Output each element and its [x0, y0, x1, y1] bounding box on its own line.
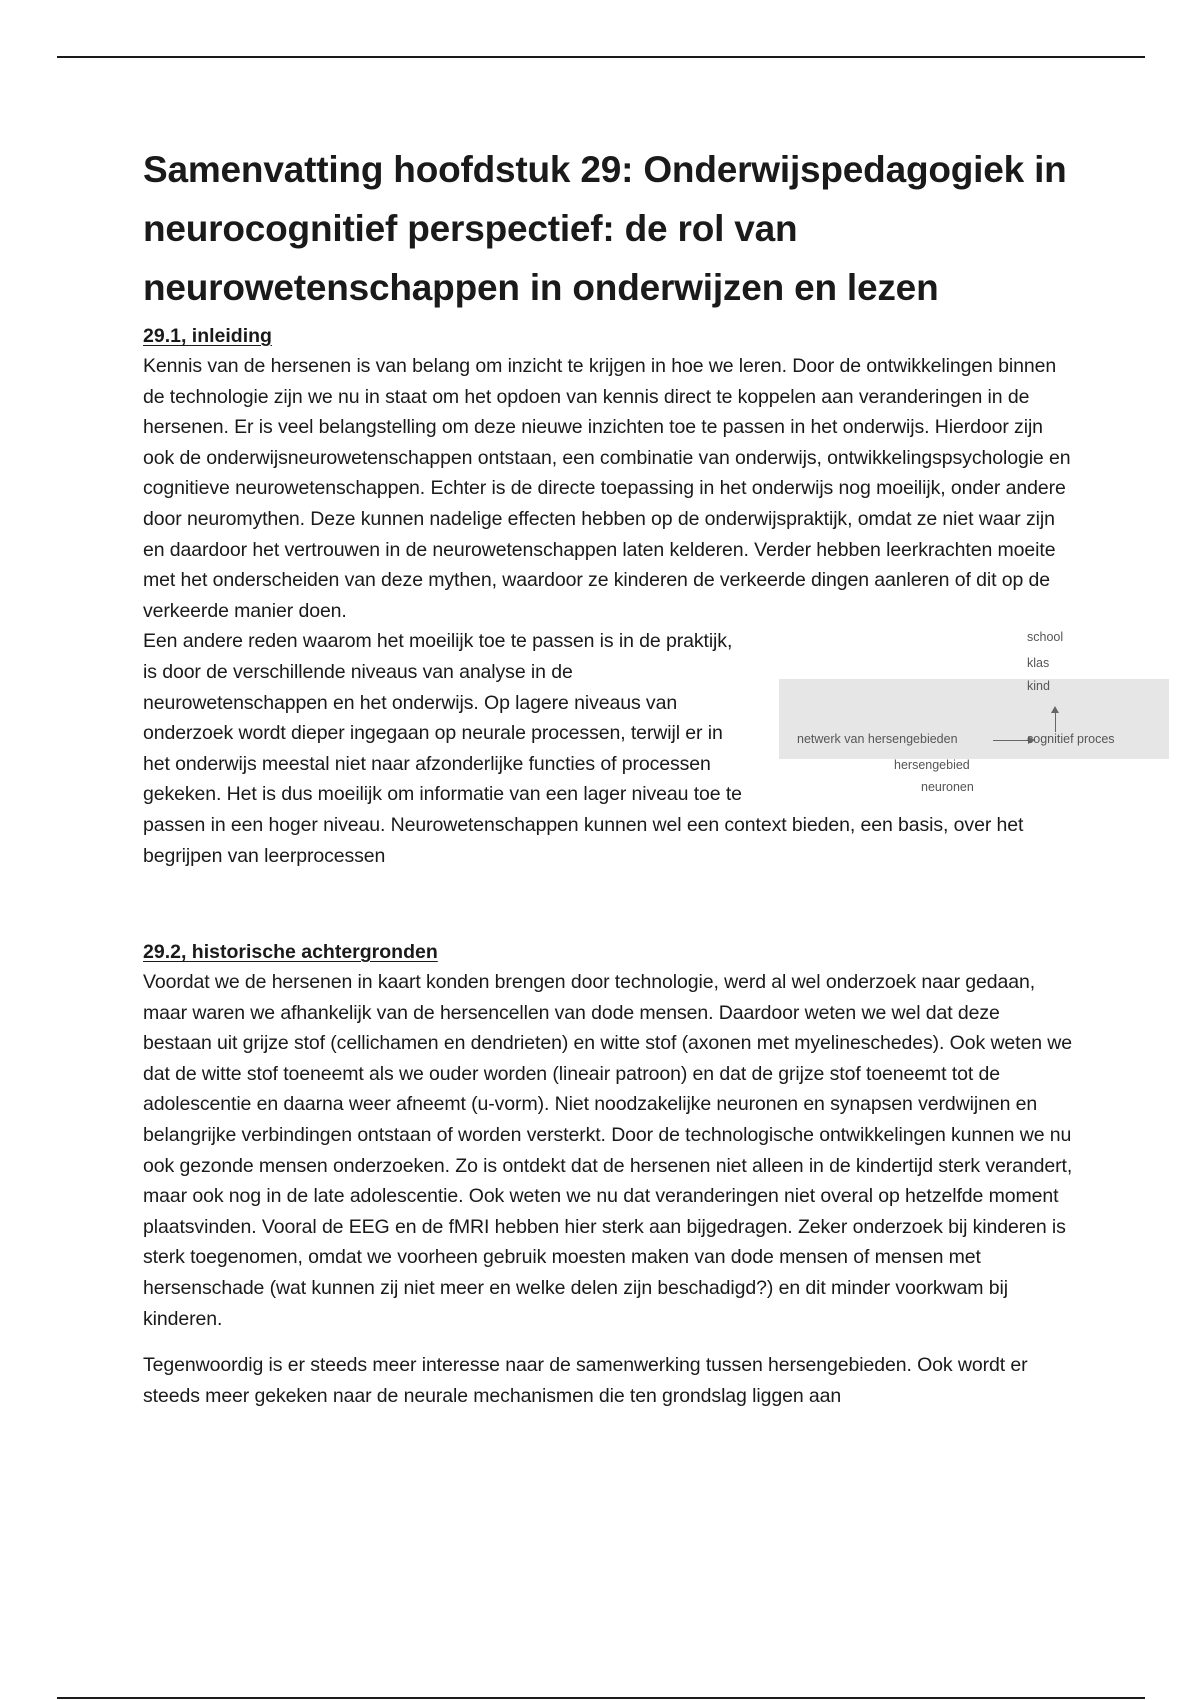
- section-inleiding: [143, 321, 1115, 871]
- diagram-label-hersengebied: hersengebied: [894, 758, 970, 773]
- section-heading-inleiding: 29.1, inleiding: [143, 325, 272, 347]
- diagram-label-cognitief-proces: cognitief proces: [1027, 732, 1115, 747]
- paragraph: Voordat we de hersenen in kaart konden brengen door technologie, werd al wel onderzoek naar gedaan, maar waren we afhankelijk van de hersencellen van dode mensen. Daardoor weten we wel dat deze bestaan uit grijze stof (cellichamen en dendrieten) en witte stof (axonen met myelineschedes). Ook weten we dat de witte stof toeneemt als we ouder worden (lineair patroon) en dat de grijze stof toeneemt tot de adolescentie en daarna weer afneemt (u-vorm). Niet noodzakelijke neuronen en synapsen verdwijnen en belangrijke verbindingen ontstaan of worden versterkt. Door de technologische ontwikkelingen kunnen we nu ook gezonde mensen onderzoeken. Zo is ontdekt dat de hersenen niet alleen in de kindertijd sterk verandert, maar ook nog in de late adolescentie. Ook weten we nu dat veranderingen niet overal op hetzelfde moment plaatsvinden. Vooral de EEG en de fMRI hebben hier sterk aan bijgedragen. Zeker onderzoek bij kinderen is sterk toegenomen, omdat we voorheen gebruik moesten maken van dode mensen of mensen met hersenschade (wat kunnen zij niet meer en welke delen zijn beschadigd?) en dit minder voorkwam bij kinderen.: [143, 971, 1073, 1330]
- arrow-right-icon: [993, 740, 1029, 741]
- document-title: Samenvatting hoofdstuk 29: Onderwijspedagogiek in neurocognitief perspectief: de rol van neurowetenschappen in onderwijzen en lezen: [143, 149, 1067, 308]
- diagram-label-kind: kind: [1027, 679, 1050, 694]
- diagram-label-netwerk: netwerk van hersengebieden: [797, 732, 958, 747]
- footer-rule: [57, 1697, 1145, 1699]
- levels-of-analysis-diagram: [779, 630, 1169, 795]
- arrow-up-icon: [1055, 712, 1056, 732]
- paragraph: Een andere reden waarom het moeilijk toe te passen is in de praktijk, is door de verschillende niveaus van analyse in de neurowetenschappen en het onderwijs. Op lagere niveaus van onderzoek wordt dieper ingegaan op neurale processen, terwijl er in het onderwijs meestal niet naar afzonderlijke functies of processen gekeken. Het is dus moeilijk om informatie van een lager niveau toe te passen in een hoger niveau. Neurowetenschappen kunnen wel een context bieden, een basis, over het begrijpen van leerprocessen: [143, 630, 1024, 867]
- diagram-label-neuronen: neuronen: [921, 780, 974, 795]
- header-rule: [57, 56, 1145, 58]
- diagram-band: [779, 679, 1169, 759]
- diagram-label-klas: klas: [1027, 656, 1050, 671]
- document-body: [143, 140, 1115, 1411]
- paragraph: Tegenwoordig is er steeds meer interesse naar de samenwerking tussen hersengebieden. Ook wordt er steeds meer gekeken naar de neurale mechanismen die ten grondslag liggen aan: [143, 1354, 1028, 1407]
- paragraph: Kennis van de hersenen is van belang om inzicht te krijgen in hoe we leren. Door de ontwikkelingen binnen de technologie zijn we nu in staat om het opdoen van kennis direct te koppelen aan veranderingen in de hersenen. Er is veel belangstelling om deze nieuwe inzichten toe te passen in het onderwijs. Hierdoor zijn ook de onderwijsneurowetenschappen ontstaan, een combinatie van onderwijs, ontwikkelingspsychologie en cognitieve neurowetenschappen. Echter is de directe toepassing in het onderwijs nog moeilijk, onder andere door neuromythen. Deze kunnen nadelige effecten hebben op de onderwijspraktijk, omdat ze niet waar zijn en daardoor het vertrouwen in de neurowetenschappen laten kelderen. Verder hebben leerkrachten moeite met het onderscheiden van deze mythen, waardoor ze kinderen de verkeerde dingen aanleren of dit op de verkeerde manier doen.: [143, 355, 1071, 622]
- diagram-label-school: school: [1027, 630, 1064, 645]
- section-historische-achtergronden: [143, 937, 1073, 1411]
- section-heading-historische-achtergronden: 29.2, historische achtergronden: [143, 941, 438, 964]
